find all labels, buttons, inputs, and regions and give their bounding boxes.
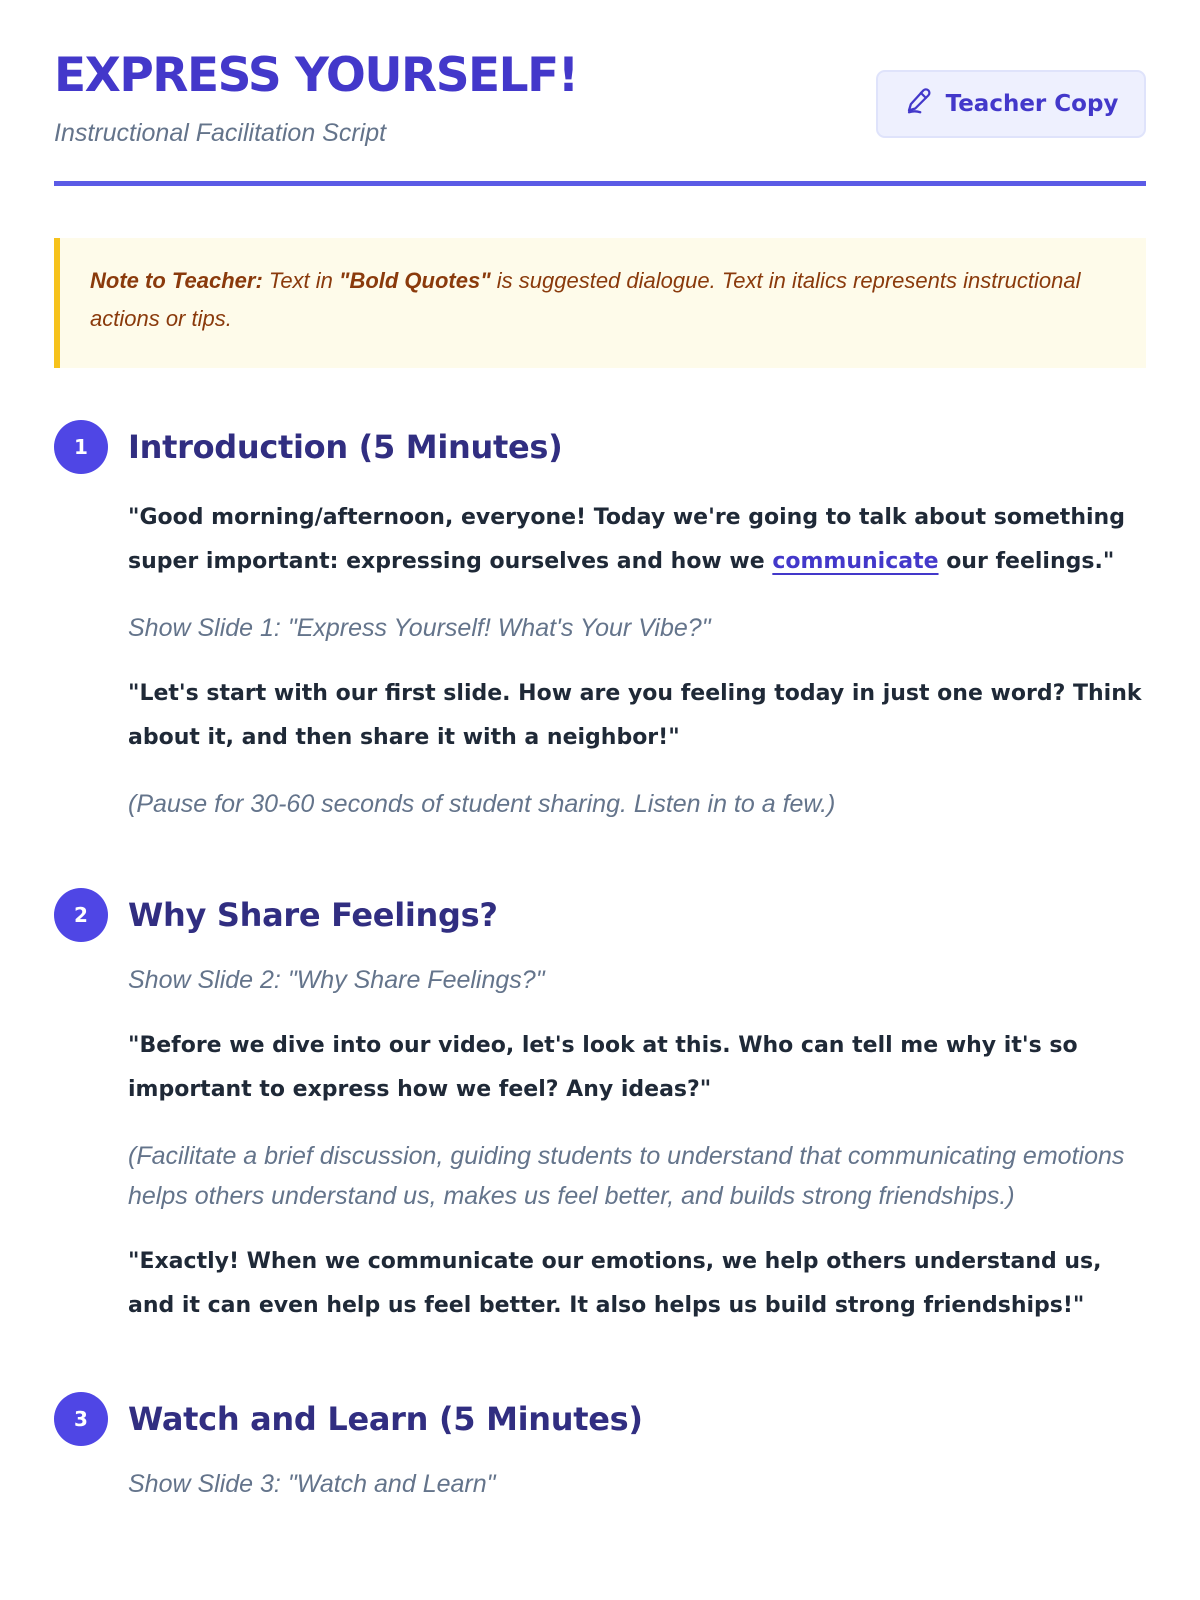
section-title: Watch and Learn (5 Minutes)	[128, 1400, 643, 1438]
action-paragraph: (Pause for 30-60 seconds of student sharing. Listen in to a few.)	[128, 790, 836, 818]
action-paragraph: Show Slide 3: "Watch and Learn"	[128, 1470, 496, 1498]
page-subtitle: Instructional Facilitation Script	[54, 119, 387, 147]
section-why-share-feelings	[54, 888, 1146, 1328]
note-label: Note to Teacher:	[90, 268, 263, 293]
section-number-badge: 3	[54, 1392, 108, 1446]
section-heading	[74, 1392, 1146, 1446]
teacher-copy-label: Teacher Copy	[945, 91, 1119, 117]
dialogue-paragraph: "Let's start with our first slide. How are you feeling today in just one word? Think about it, and then share it with a neighbor!"	[128, 681, 1142, 750]
section-heading	[74, 420, 1146, 474]
dialogue-paragraph: "Before we dive into our video, let's look at this. Who can tell me why it's so important to express how we feel? Any ideas?"	[128, 1033, 1078, 1102]
teacher-copy-button[interactable]	[876, 70, 1146, 138]
dialogue-paragraph	[128, 496, 1146, 584]
section-watch-and-learn	[54, 1392, 1146, 1504]
pen-icon	[904, 86, 934, 122]
section-number-badge: 1	[54, 420, 108, 474]
action-paragraph: (Facilitate a brief discussion, guiding students to understand that communicating emotions helps others understand us, makes us feel better, and builds strong friendships.)	[128, 1142, 1125, 1210]
note-to-teacher	[54, 238, 1146, 368]
action-paragraph: Show Slide 1: "Express Yourself! What's Your Vibe?"	[128, 614, 711, 642]
action-paragraph: Show Slide 2: "Why Share Feelings?"	[128, 966, 545, 994]
page-title: EXPRESS YOURSELF!	[54, 48, 578, 103]
page-header	[54, 0, 1146, 186]
section-title: Introduction (5 Minutes)	[128, 428, 563, 466]
dialogue-text: "Good morning/afternoon, everyone! Today we're going to talk about something super important: expressing ourselves and how we	[128, 505, 1125, 574]
section-title: Why Share Feelings?	[128, 896, 498, 934]
note-text-b: is suggested dialogue. Text in italics represents instructional actions or tips.	[90, 268, 1081, 331]
dialogue-paragraph: "Exactly! When we communicate our emotions, we help others understand us, and it can even help us feel better. It also helps us build strong friendships!"	[128, 1249, 1102, 1318]
dialogue-text: our feelings."	[938, 549, 1115, 574]
section-heading	[74, 888, 1146, 942]
note-text-a: Text in	[262, 268, 340, 293]
communicate-link[interactable]: communicate	[772, 549, 939, 574]
note-bold-quotes: "Bold Quotes"	[339, 268, 491, 293]
section-number-badge: 2	[54, 888, 108, 942]
section-introduction	[54, 420, 1146, 824]
